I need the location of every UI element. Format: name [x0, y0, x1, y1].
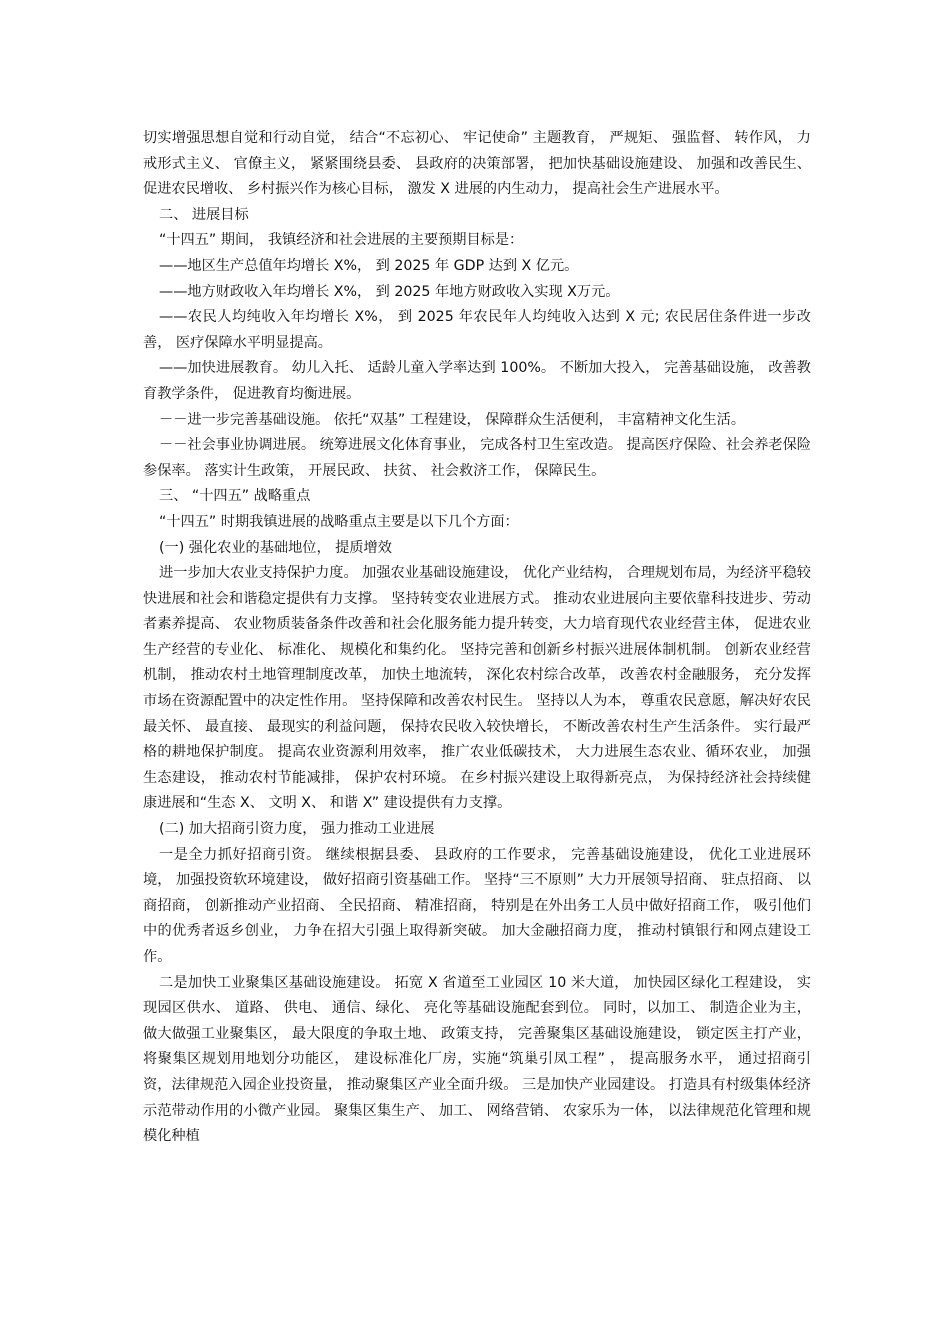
- paragraph-investment: 一是全力抓好招商引资。 继续根据县委、 县政府的工作要求， 完善基础设施建设， 优化工业进展环境， 加强投资软环境建设， 做好招商引资基础工作。 坚持“三不原则” 大力开展领导招商、 驻点招商、 以商招商， 创新推动产业招商、 全民招商、 精准招商， 特别是在外出务工人员中做好招商工作， 吸引他们中的优秀者返乡创业， 力争在招大引强上取得新突破。 加大金融招商力度， 推动村镇银行和网点建设工作。: [143, 846, 811, 965]
- section-heading-strategy: 三、 “十四五” 战略重点: [159, 488, 311, 505]
- paragraph-strategy-intro: “十四五” 时期我镇进展的战略重点主要是以下几个方面：: [159, 513, 519, 530]
- section-heading-goals: 二、 进展目标: [159, 206, 249, 223]
- document-body: [143, 126, 811, 1150]
- goal-item-infrastructure: －－进一步完善基础设施。 依托“双基” 工程建设， 保障群众生活便利， 丰富精神文化生活。: [159, 411, 746, 428]
- goal-item-social: －－社会事业协调进展。 统筹进展文化体育事业， 完成各村卫生室改造。 提高医疗保险、社会养老保险参保率。 落实计生政策， 开展民政、 扶贫、 社会救济工作， 保障民生。: [143, 437, 811, 479]
- goal-item-income: ——农民人均纯收入年均增长 X%， 到 2025 年农民年人均纯收入达到 X 元; 农民居住条件进一步改善， 医疗保障水平明显提高。: [143, 309, 811, 351]
- paragraph-goals-intro: “十四五” 期间， 我镇经济和社会进展的主要预期目标是：: [159, 232, 524, 249]
- goal-item-education: ——加快进展教育。 幼儿入托、 适龄儿童入学率达到 100%。 不断加大投入， 完善基础设施， 改善教育教学条件， 促进教育均衡进展。: [143, 360, 811, 402]
- paragraph-agriculture: 进一步加大农业支持保护力度。 加强农业基础设施建设， 优化产业结构， 合理规划布局，为经济平稳较快进展和社会和谐稳定提供有力支撑。 坚持转变农业进展方式。 推动农业进展向主要依靠科技进步、劳动者素养提高、 农业物质装备条件改善和社会化服务能力提升转变，大力培育现代农业经营主体， 促进农业生产经营的专业化、 标准化、 规模化和集约化。 坚持完善和创新乡村振兴进展体制机制。 创新农业经营机制， 推动农村土地管理制度改革， 加快土地流转， 深化农村综合改革， 改善农村金融服务， 充分发挥市场在资源配置中的决定性作用。 坚持保障和改善农村民生。 坚持以人为本， 尊重农民意愿，解决好农民最关怀、 最直接、 最现实的利益问题， 保持农民收入较快增长， 不断改善农村生产生活条件。 实行最严格的耕地保护制度。 提高农业资源利用效率， 推广农业低碳技术， 大力进展生态农业、循环农业， 加强生态建设， 推动农村节能减排， 保护农村环境。 在乡村振兴建设上取得新亮点， 为保持经济社会持续健康进展和“生态 X、 文明 X、 和谐 X” 建设提供有力支撑。: [143, 565, 811, 812]
- paragraph-industrial-zone: 二是加快工业聚集区基础设施建设。 拓宽 X 省道至工业园区 10 米大道， 加快园区绿化工程建设， 实现园区供水、 道路、 供电、 通信、绿化、 亮化等基础设施配套到位。 同时，以加工、 制造企业为主， 做大做强工业聚集区， 最大限度的争取土地、 政策支持， 完善聚集区基础设施建设， 锁定医主打产业， 将聚集区规划用地划分功能区， 建设标准化厂房，实施“筑巢引凤工程” ， 提高服务水平， 通过招商引资，法律规范入园企业投资量， 推动聚集区产业全面升级。 三是加快产业园建设。 打造具有村级集体经济示范带动作用的小微产业园。 聚集区集生产、 加工、 网络营销、 农家乐为一体， 以法律规范化管理和规模化种植: [143, 974, 811, 1145]
- subheading-investment: (二) 加大招商引资力度， 强力推动工业进展: [159, 821, 435, 838]
- goal-item-gdp: ——地区生产总值年均增长 X%， 到 2025 年 GDP 达到 X 亿元。: [159, 257, 579, 274]
- subheading-agriculture: (一) 强化农业的基础地位， 提质增效: [159, 539, 392, 556]
- paragraph-intro: 切实增强思想自觉和行动自觉， 结合“不忘初心、 牢记使命” 主题教育， 严规矩、 强监督、 转作风， 力戒形式主义、 官僚主义， 紧紧围绕县委、 县政府的决策部署， 把加快基础设施建设、 加强和改善民生、 促进农民增收、 乡村振兴作为核心目标， 激发 X 进展的内生动力， 提高社会生产进展水平。: [143, 130, 811, 198]
- goal-item-fiscal: ——地方财政收入年均增长 X%， 到 2025 年地方财政收入实现 X万元。: [159, 283, 620, 300]
